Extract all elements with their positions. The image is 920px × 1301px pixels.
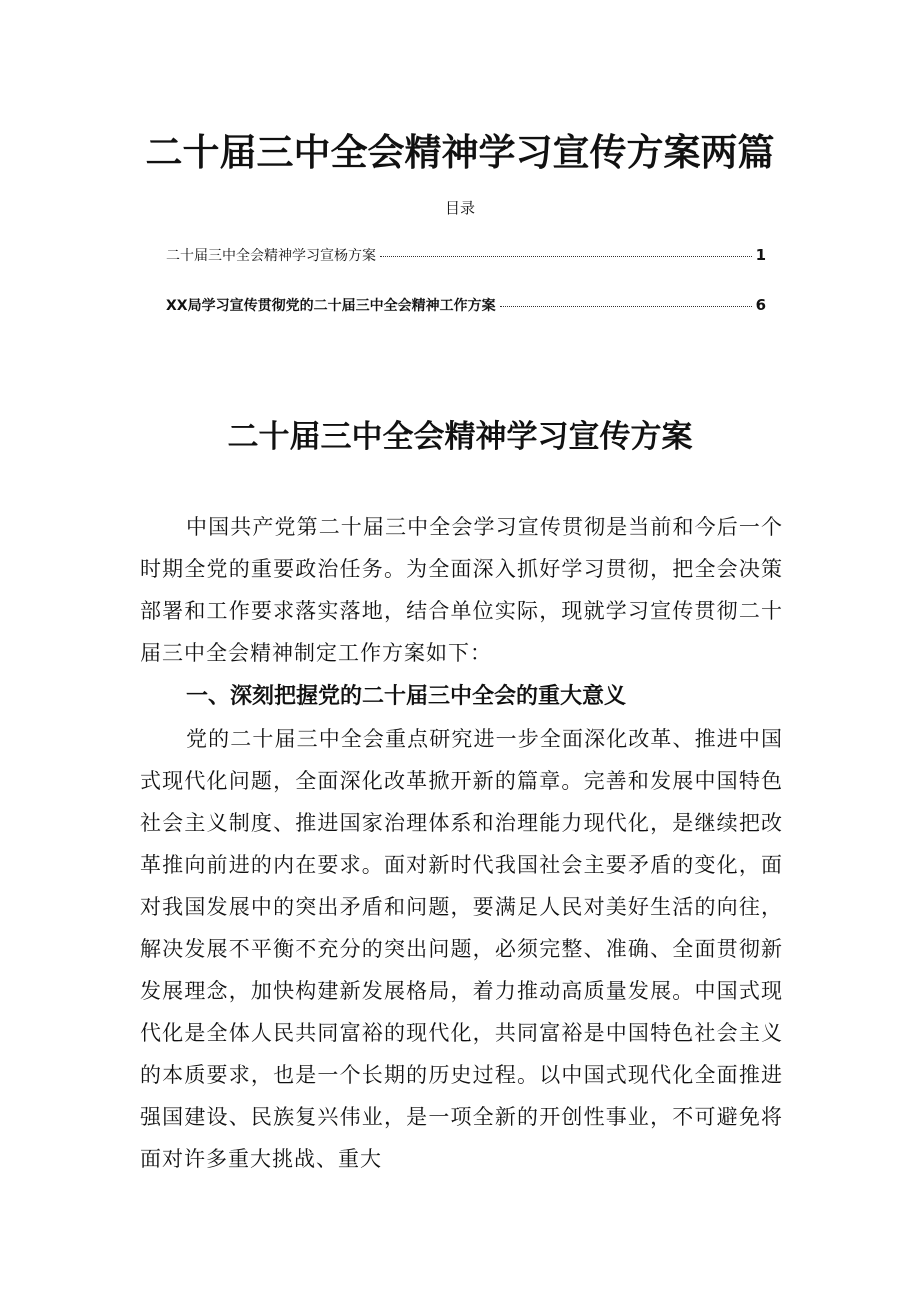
section-title: 二十届三中全会精神学习宣传方案: [227, 419, 693, 455]
toc-page-number: 6: [755, 296, 766, 314]
toc-dot-leader: [380, 242, 752, 257]
intro-paragraph: 中国共产党第二十届三中全会学习宣传贯彻是当前和今后一个时期全党的重要政治任务。为全面深入抓好学习贯彻，把全会决策部署和工作要求落实落地，结合单位实际，现就学习宣传贯彻二十届三中全会精神制定工作方案如下：: [140, 515, 783, 665]
table-of-contents: [166, 242, 766, 342]
toc-entry-text: 二十届三中全会精神学习宣杨方案: [166, 248, 376, 264]
toc-entry[interactable]: [166, 292, 766, 318]
toc-page-number: 1: [755, 246, 766, 264]
body-paragraph: 党的二十届三中全会重点研究进一步全面深化改革、推进中国式现代化问题，全面深化改革掀开新的篇章。完善和发展中国特色社会主义制度、推进国家治理体系和治理能力现代化，是继续把改革推向前进的内在要求。面对新时代我国社会主要矛盾的变化，面对我国发展中的突出矛盾和问题，要满足人民对美好生活的向往，解决发展不平衡不充分的突出问题，必须完整、准确、全面贯彻新发展理念，加快构建新发展格局，着力推动高质量发展。中国式现代化是全体人民共同富裕的现代化，共同富裕是中国特色社会主义的本质要求，也是一个长期的历史过程。以中国式现代化全面推进强国建设、民族复兴伟业，是一项全新的开创性事业，不可避免将面对许多重大挑战、重大: [140, 727, 783, 1171]
toc-heading: 目录: [444, 199, 475, 217]
section-heading: 一、深刻把握党的二十届三中全会的重大意义: [186, 684, 627, 709]
toc-entry[interactable]: [166, 242, 766, 268]
toc-dot-leader: [500, 292, 752, 307]
toc-entry-text: XX局学习宣传贯彻党的二十届三中全会精神工作方案: [166, 298, 496, 314]
document-title: 二十届三中全会精神学习宣传方案两篇: [145, 131, 775, 174]
